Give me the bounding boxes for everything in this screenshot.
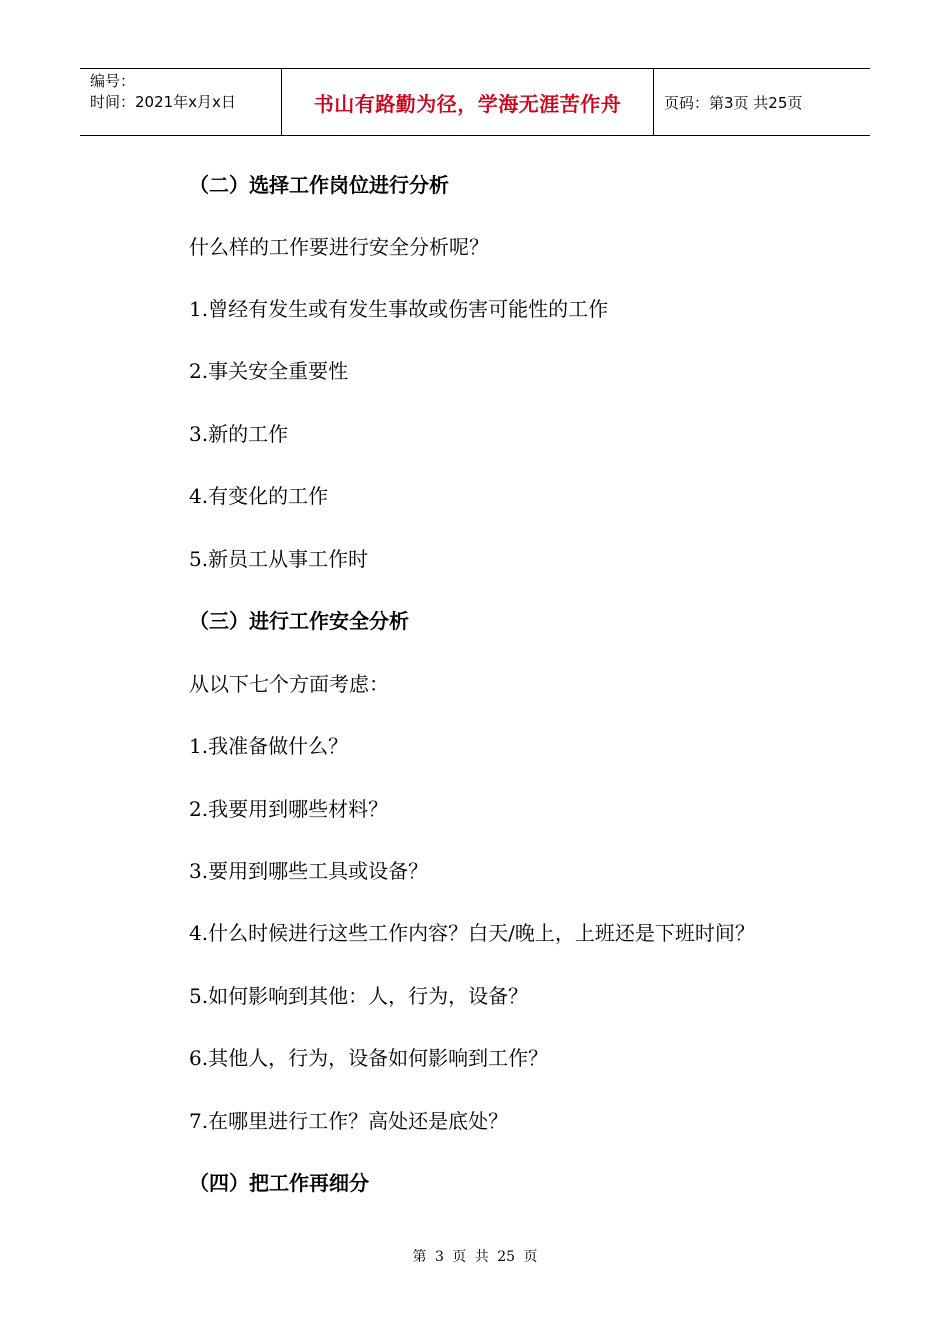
header-left-cell (80, 69, 282, 135)
list-item: 2.事关安全重要性 (189, 359, 349, 383)
list-item: 3.新的工作 (189, 422, 289, 446)
section-heading-2: （二）选择工作岗位进行分析 (189, 173, 449, 197)
header-page-cell (654, 69, 870, 135)
list-item: 6.其他人，行为，设备如何影响到工作？ (189, 1046, 549, 1070)
list-item: 3.要用到哪些工具或设备？ (189, 859, 429, 883)
list-item: 5.新员工从事工作时 (189, 547, 369, 571)
section-heading-3: （三）进行工作安全分析 (189, 609, 409, 633)
page-header (80, 68, 870, 136)
page-footer: 第 3 页 共 25 页 (412, 1249, 538, 1265)
list-item: 1.曾经有发生或有发生事故或伤害可能性的工作 (189, 297, 609, 321)
time-label: 时间：2021年x月x日 (90, 93, 236, 111)
number-label: 编号： (90, 72, 136, 90)
intro-text: 从以下七个方面考虑： (189, 672, 389, 696)
section-heading-4: （四）把工作再细分 (189, 1171, 369, 1195)
question-text: 什么样的工作要进行安全分析呢？ (189, 235, 489, 259)
list-item: 5.如何影响到其他：人，行为，设备？ (189, 984, 529, 1008)
motto-text: 书山有路勤为径，学海无涯苦作舟 (313, 91, 622, 116)
list-item: 2.我要用到哪些材料？ (189, 797, 389, 821)
list-item: 1.我准备做什么？ (189, 734, 349, 758)
page-info: 页码：第3页 共25页 (664, 93, 803, 112)
list-item: 7.在哪里进行工作？高处还是底处？ (189, 1109, 509, 1133)
list-item: 4.有变化的工作 (189, 484, 329, 508)
list-item: 4.什么时候进行这些工作内容？白天/晚上，上班还是下班时间？ (189, 921, 755, 945)
header-motto-cell (282, 69, 654, 135)
